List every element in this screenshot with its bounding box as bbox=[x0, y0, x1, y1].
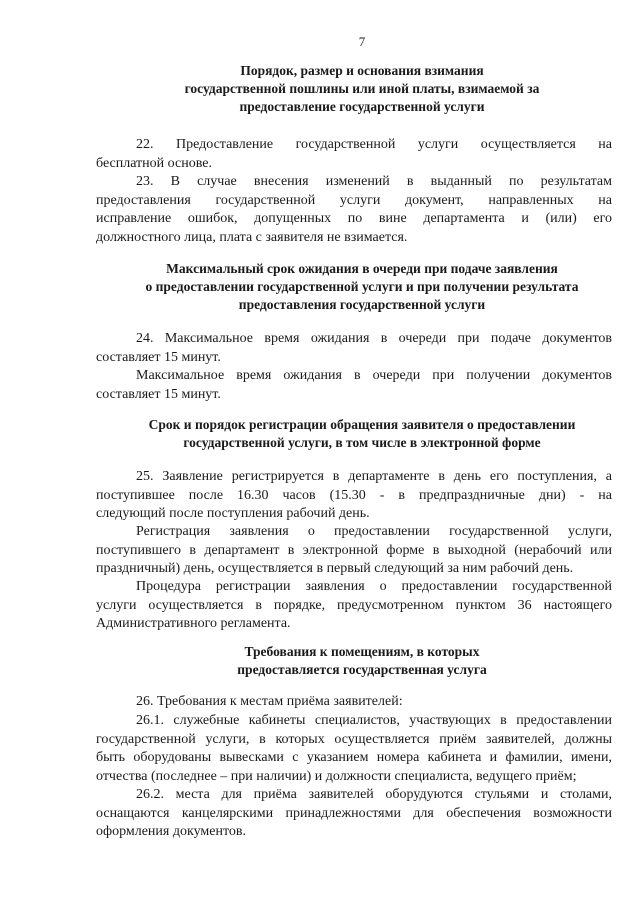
heading-line: государственной пошлины или иной платы, взимаемой за bbox=[184, 81, 540, 96]
text-line: Административного регламента. bbox=[96, 616, 291, 631]
paragraph bbox=[96, 786, 612, 842]
heading-line: о предоставлении государственной услуги и при получении результата bbox=[145, 279, 579, 294]
section-heading bbox=[0, 62, 640, 116]
paragraph bbox=[96, 136, 612, 173]
paragraph bbox=[96, 468, 612, 524]
paragraph bbox=[96, 693, 612, 712]
text-line: Процедура регистрации заявления о предоставлении государственной bbox=[136, 579, 612, 594]
text-line: 22. Предоставление государственной услуги осуществляется на bbox=[136, 137, 612, 152]
heading-line: Требования к помещениям, в которых bbox=[244, 644, 480, 659]
paragraph bbox=[96, 523, 612, 579]
text-line: бесплатной основе. bbox=[96, 155, 212, 171]
text-line: 26.2. места для приёма заявителей оборудуются стульями и столами, bbox=[136, 787, 612, 802]
text-line: составляет 15 минут. bbox=[96, 386, 221, 402]
paragraph bbox=[96, 578, 612, 634]
text-line: оформления документов. bbox=[96, 824, 246, 839]
text-line: составляет 15 минут. bbox=[96, 349, 221, 365]
text-line: следующий после поступления рабочий день. bbox=[96, 506, 370, 521]
text-line: 23. В случае внесения изменений в выданный по результатам bbox=[136, 174, 612, 189]
page-number: 7 bbox=[358, 34, 366, 49]
text-line: 26.1. служебные кабинеты специалистов, участвующих в предоставлении bbox=[136, 713, 612, 728]
heading-line: Порядок, размер и основания взимания bbox=[240, 63, 484, 78]
heading-line: Максимальный срок ожидания в очереди при подаче заявления bbox=[166, 261, 558, 276]
heading-line: предоставление государственной услуги bbox=[239, 99, 485, 114]
text-line: должностного лица, плата с заявителя не взимается. bbox=[96, 229, 408, 245]
heading-line: предоставления государственной услуги bbox=[238, 297, 486, 312]
heading-line: Срок и порядок регистрации обращения заявителя о предоставлении bbox=[148, 417, 576, 432]
section-heading bbox=[0, 260, 640, 314]
text-line: исправление ошибок, допущенных по вине департамента и (или) его bbox=[96, 211, 612, 226]
section-heading bbox=[0, 416, 640, 452]
text-line: услуги осуществляется в порядке, предусмотренном пунктом 36 настоящего bbox=[96, 597, 612, 613]
text-line: отчества (последнее – при наличии) и должности специалиста, ведущего приём; bbox=[96, 768, 577, 784]
heading-line: государственной услуги, в том числе в электронной форме bbox=[183, 435, 541, 450]
text-line: быть оборудованы вывесками с указанием номера кабинета и фамилии, имени, bbox=[96, 750, 612, 765]
paragraph bbox=[96, 173, 612, 247]
heading-line: предоставляется государственная услуга bbox=[237, 662, 487, 677]
text-line: 25. Заявление регистрируется в департаменте в день его поступления, а bbox=[136, 469, 612, 484]
paragraph bbox=[96, 712, 612, 786]
paragraph bbox=[96, 330, 612, 367]
paragraph bbox=[96, 367, 612, 404]
text-line: Регистрация заявления о предоставлении государственной услуги, bbox=[136, 524, 612, 539]
text-line: государственной услуги, в которых осуществляется приём заявителей, должны bbox=[96, 731, 612, 747]
text-line: 26. Требования к местам приёма заявителей: bbox=[136, 694, 403, 709]
section-heading bbox=[0, 643, 640, 679]
text-line: 24. Максимальное время ожидания в очереди при подаче документов bbox=[136, 331, 612, 346]
text-line: Максимальное время ожидания в очереди при получении документов bbox=[136, 368, 612, 383]
text-line: предоставления государственной услуги документ, направленных на bbox=[96, 192, 612, 208]
text-line: праздничный) день, осуществляется в первый следующий за ним рабочий день. bbox=[96, 561, 574, 576]
text-line: поступившего в департамент в электронной форме в выходной (нерабочий или bbox=[96, 542, 612, 558]
text-line: поступившее после 16.30 часов (15.30 - в предпраздничные дни) - на bbox=[96, 487, 612, 503]
text-line: оснащаются канцелярскими принадлежностями для обеспечения возможности bbox=[96, 805, 612, 821]
